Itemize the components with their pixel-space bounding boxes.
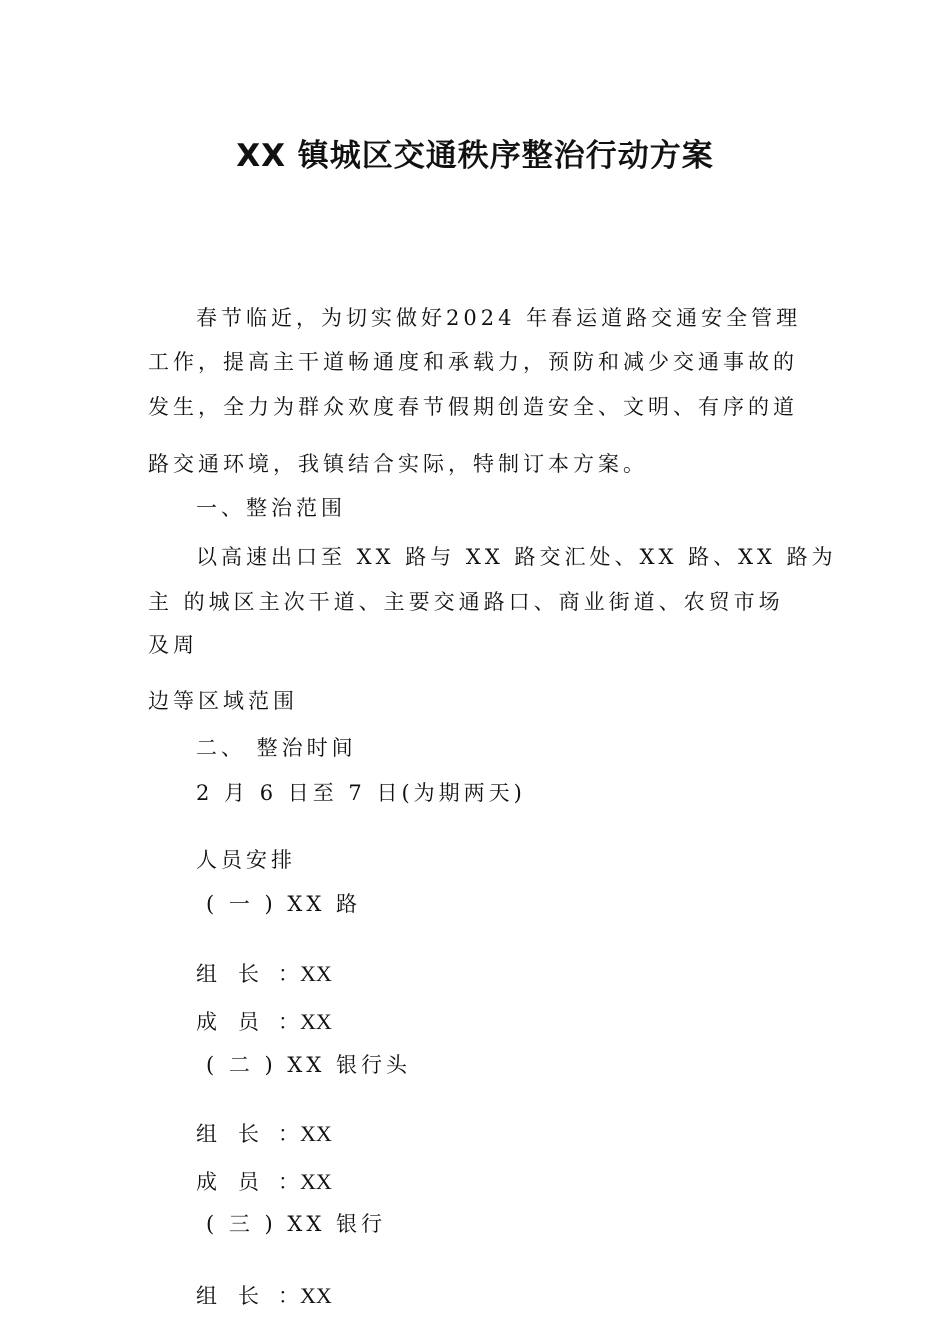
- scope-line-2: 主 的城区主次干道、主要交通路口、商业街道、农贸市场: [148, 590, 784, 614]
- leader-role-label: 组 长: [196, 1284, 259, 1308]
- intro-line-3: 发生，全力为群众欢度春节假期创造安全、文明、有序的道: [148, 395, 798, 419]
- group-label-2: ( 二 ) XX 银行头: [206, 1053, 411, 1077]
- member-name: XX: [300, 1169, 332, 1194]
- leader-name: XX: [300, 1121, 332, 1146]
- colon: ：: [278, 962, 299, 986]
- scope-line-3: 及周: [148, 633, 198, 657]
- group-1-member-row: [196, 1008, 332, 1036]
- document-title: XX 镇城区交通秩序整治行动方案: [236, 138, 714, 174]
- group-label-1: ( 一 ) XX 路: [206, 892, 361, 916]
- colon: ：: [278, 1010, 299, 1034]
- time-text: 2 月 6 日至 7 日(为期两天): [196, 781, 526, 805]
- colon: ：: [278, 1284, 299, 1308]
- scope-line-4: 边等区域范围: [148, 689, 298, 713]
- member-role-label: 成 员: [196, 1170, 259, 1194]
- section-heading-scope: 一、整治范围: [196, 496, 346, 520]
- scope-line-1: 以高速出口至 XX 路与 XX 路交汇处、XX 路、XX 路为: [196, 545, 837, 569]
- leader-role-label: 组 长: [196, 1122, 259, 1146]
- leader-name: XX: [300, 961, 332, 986]
- colon: ：: [278, 1170, 299, 1194]
- intro-line-2: 工作，提高主干道畅通度和承载力，预防和减少交通事故的: [148, 350, 798, 374]
- section-heading-staff: 人员安排: [196, 848, 296, 872]
- intro-line-1: 春节临近，为切实做好2024 年春运道路交通安全管理: [196, 306, 802, 330]
- member-name: XX: [300, 1009, 332, 1034]
- group-label-3: ( 三 ) XX 银行: [206, 1212, 386, 1236]
- group-1-leader-row: [196, 960, 332, 988]
- member-role-label: 成 员: [196, 1010, 259, 1034]
- group-3-leader-row: [196, 1282, 332, 1310]
- section-heading-time: 二、 整治时间: [196, 736, 357, 760]
- group-2-leader-row: [196, 1120, 332, 1148]
- leader-role-label: 组 长: [196, 962, 259, 986]
- leader-name: XX: [300, 1283, 332, 1308]
- intro-line-4: 路交通环境，我镇结合实际，特制订本方案。: [148, 452, 648, 476]
- colon: ：: [278, 1122, 299, 1146]
- group-2-member-row: [196, 1168, 332, 1196]
